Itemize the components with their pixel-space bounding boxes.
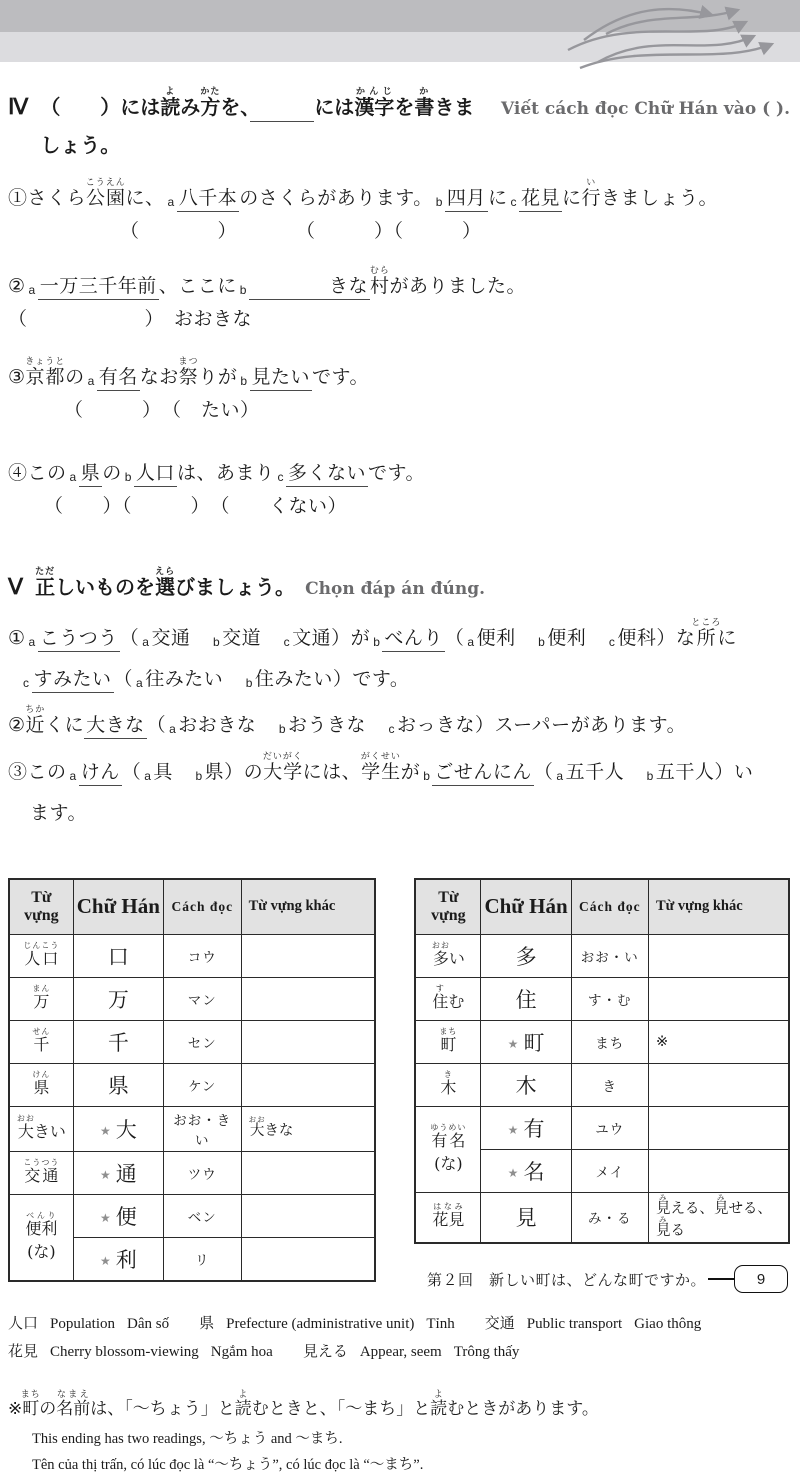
table-row	[9, 1194, 375, 1237]
underlined-blank	[250, 95, 314, 122]
reading-cell: す・む	[571, 977, 648, 1020]
underlined-blank: べんり	[382, 627, 445, 652]
other-vocab-cell	[241, 1151, 375, 1194]
other-vocab-cell	[648, 977, 789, 1020]
reading-cell: ユウ	[571, 1106, 648, 1149]
ruby-text: 花見はなみ	[432, 1202, 465, 1230]
exercise4-item2	[8, 266, 790, 332]
underlined-blank: 多くない	[286, 462, 368, 487]
ruby-text: 多おお	[431, 940, 450, 968]
exercise-sentence-continued: c すみたい （ a 往みたい b 住みたい）です。	[8, 659, 790, 700]
exercise4-item3	[8, 357, 790, 423]
glossary-term-vi: Dân số	[127, 1315, 170, 1332]
ruby-text: 千せん	[32, 1026, 51, 1054]
vocab-cell	[9, 1063, 73, 1106]
kanji-cell: 住	[481, 977, 571, 1020]
option-letter: a	[167, 195, 175, 209]
table-row	[415, 1106, 789, 1149]
option-letter: a	[136, 675, 144, 690]
underlined-blank: 一万三千年前	[38, 275, 159, 300]
ruby-text: 人口じんこう	[23, 940, 60, 968]
table-row	[415, 977, 789, 1020]
kanji-cell: 千	[73, 1020, 163, 1063]
column-header: Từ vựng	[415, 879, 481, 935]
note-japanese: ※町まちの名前なまえは、「～ちょう」と読よむときと、「～まち」と読よむときがあります。	[8, 1389, 599, 1419]
reading-cell: み・る	[571, 1192, 648, 1243]
glossary-term-jp: 人口	[8, 1313, 39, 1332]
exercise-sentence: ③京都きょうとの a 有名 なお祭まつりが b 見たい です。	[8, 357, 790, 398]
section5-numeral: Ⅴ	[8, 573, 24, 599]
ruby-text: 読よ	[234, 1389, 252, 1419]
ruby-text: 大学だいがく	[262, 752, 303, 784]
other-vocab-cell	[241, 1020, 375, 1063]
section5-subtitle-vietnamese: Chọn đáp án đúng.	[305, 578, 486, 599]
page-number-badge: 9	[734, 1265, 788, 1293]
underlined-blank: 県	[79, 462, 103, 487]
other-vocab-cell	[241, 1063, 375, 1106]
vocab-cell	[9, 1151, 73, 1194]
option-letter: b	[278, 722, 286, 737]
reading-cell: き	[571, 1063, 648, 1106]
vocab-cell	[9, 977, 73, 1020]
exercise-sentence: ③この a けん （ a 具 b 県）の大学だいがくには、学生がくせいが b ごせんにん （ a 五千人 b 五干人）い	[8, 752, 790, 793]
table-row	[9, 1106, 375, 1151]
column-header: Cách đọc	[163, 879, 241, 935]
kanji-cell: 口	[73, 934, 163, 977]
section4-heading	[8, 86, 790, 164]
ruby-text: 大おお	[248, 1115, 266, 1140]
ruby-text: 漢字かんじ	[354, 87, 395, 119]
kanji-cell: 県	[73, 1063, 163, 1106]
ruby-text: 町まち	[20, 1389, 41, 1419]
option-letter: a	[28, 634, 36, 649]
exercise5-item3	[8, 752, 790, 834]
star-icon: ★	[99, 1167, 111, 1182]
option-letter: a	[169, 722, 177, 737]
table-row	[9, 1063, 375, 1106]
vocab-cell	[9, 934, 73, 977]
ruby-text: 村むら	[369, 266, 390, 298]
reading-cell: まち	[571, 1020, 648, 1063]
vocab-table-left	[8, 878, 376, 1282]
column-header: Chữ Hán	[73, 879, 163, 935]
underlined-blank: 八千本	[177, 187, 240, 212]
exercise4-item1	[8, 178, 790, 244]
ruby-text: 所ところ	[691, 617, 722, 649]
other-vocab-cell	[648, 1149, 789, 1192]
option-letter: b	[124, 470, 132, 485]
vocab-cell	[415, 1020, 481, 1063]
glossary	[8, 1310, 790, 1366]
footer-lesson-title: 第２回 新しい町は、どんな町ですか。	[426, 1271, 706, 1289]
reading-cell: ケン	[163, 1063, 241, 1106]
reading-cell: ベン	[163, 1194, 241, 1237]
note-vietnamese: Tên của thị trấn, có lúc đọc là “～ちょう”, có lúc đọc là “～まち”.	[32, 1457, 424, 1473]
table-header-row	[9, 879, 375, 935]
ruby-text: 方かた	[200, 87, 221, 119]
ruby-text: 大おお	[16, 1113, 35, 1141]
glossary-term-jp: 見える	[302, 1341, 348, 1360]
option-letter: a	[467, 634, 475, 649]
option-letter: c	[510, 195, 517, 209]
kanji-cell: ★ 有	[481, 1106, 571, 1149]
vocab-table-right	[414, 878, 790, 1244]
column-header: Chữ Hán	[481, 879, 571, 935]
star-icon: ★	[507, 1122, 519, 1137]
kanji-cell: ★ 通	[73, 1151, 163, 1194]
exercise-sentence: ②近ちかくに 大きな （ a おおきな b おうきな c おっきな）スーパーがあります。	[8, 705, 790, 746]
glossary-term-jp: 県	[199, 1313, 215, 1332]
option-letter: b	[212, 634, 221, 649]
glossary-term-jp: 花見	[8, 1341, 39, 1360]
ruby-text: 県けん	[32, 1069, 51, 1097]
section5-heading	[8, 566, 790, 608]
option-letter: b	[423, 769, 431, 784]
underlined-blank: 人口	[134, 462, 177, 487]
other-vocab-cell	[648, 1063, 789, 1106]
table-row	[9, 934, 375, 977]
option-letter: b	[646, 769, 654, 784]
glossary-term-en: Prefecture (administrative unit)	[226, 1315, 415, 1332]
vocab-cell: 便利べんり(な)	[9, 1194, 73, 1281]
other-vocab-cell: 大おおきな	[241, 1106, 375, 1151]
table-row	[415, 934, 789, 977]
ruby-text: 便利べんり	[25, 1210, 58, 1238]
ruby-text: 見み	[713, 1192, 729, 1217]
page-footer	[427, 1265, 788, 1293]
ruby-text: 祭まつ	[178, 356, 199, 388]
ruby-text: 名前なまえ	[56, 1389, 91, 1419]
table-row	[9, 977, 375, 1020]
glossary-term-en: Cherry blossom-viewing	[50, 1343, 199, 1360]
table-row	[415, 1063, 789, 1106]
vocabulary-tables	[8, 878, 790, 1282]
section4-title: （ ）には読よみ方かたを、 には漢字かんじを書かきましょう。	[40, 87, 475, 157]
ruby-text: 学生がくせい	[360, 752, 401, 784]
reading-cell: メイ	[571, 1149, 648, 1192]
other-vocab-cell	[241, 1237, 375, 1281]
vocab-cell: 有名ゆうめい(な)	[415, 1106, 481, 1192]
table-row	[415, 1020, 789, 1063]
column-header: Từ vựng khác	[241, 879, 375, 935]
note-english: This ending has two readings, ～ちょう and ～まち.	[32, 1431, 343, 1448]
reading-cell: おお・きい	[163, 1106, 241, 1151]
ruby-text: 交通こうつう	[23, 1157, 60, 1185]
option-letter: c	[283, 634, 291, 649]
underlined-blank: 大きな	[84, 714, 147, 739]
exercise-sentence: ① a こうつう （ a 交通 b 交道 c 文通）が b べんり （ a 便利 b 便利 c 便科）な所ところに	[8, 618, 790, 659]
exercise4-item4	[8, 453, 790, 519]
ruby-text: 見み	[655, 1192, 671, 1217]
ruby-text: 読よ	[430, 1389, 448, 1419]
kanji-cell: ★ 町	[481, 1020, 571, 1063]
option-letter: b	[538, 634, 546, 649]
kanji-cell: ★ 名	[481, 1149, 571, 1192]
other-vocab-cell: ※	[648, 1020, 789, 1063]
kanji-cell: 見	[481, 1192, 571, 1243]
ruby-text: 正ただ	[35, 566, 56, 599]
option-letter: a	[69, 769, 77, 784]
option-letter: c	[23, 675, 30, 690]
glossary-term-en: Appear, seem	[359, 1343, 442, 1360]
option-letter: c	[388, 722, 396, 737]
vocab-cell: 住すむ	[415, 977, 481, 1020]
underlined-blank: 花見	[519, 187, 562, 212]
ruby-text: 書か	[414, 87, 435, 119]
kanji-cell: 万	[73, 977, 163, 1020]
glossary-term-vi: Trông thấy	[453, 1343, 520, 1360]
reading-cell: ツウ	[163, 1151, 241, 1194]
vocab-cell: 多おおい	[415, 934, 481, 977]
reading-cell: マン	[163, 977, 241, 1020]
star-icon: ★	[99, 1123, 111, 1138]
ruby-text: 木き	[440, 1069, 457, 1097]
page-top-banner	[0, 0, 800, 62]
reading-cell: リ	[163, 1237, 241, 1281]
ruby-text: 公園こうえん	[85, 178, 126, 209]
option-letter: a	[556, 769, 564, 784]
vocab-cell	[415, 1063, 481, 1106]
reading-cell: おお・い	[571, 934, 648, 977]
exercise5-item2	[8, 705, 790, 746]
kanji-cell: ★ 大	[73, 1106, 163, 1151]
table-header-row	[415, 879, 789, 935]
section4-numeral: Ⅳ	[8, 94, 29, 119]
glossary-term-vi: Giao thông	[634, 1315, 702, 1332]
kanji-cell: ★ 利	[73, 1237, 163, 1281]
ruby-text: 有名ゆうめい	[430, 1122, 467, 1150]
vocab-cell: 大おおきい	[9, 1106, 73, 1151]
option-letter: c	[608, 634, 616, 649]
ruby-text: 読よ	[160, 87, 181, 119]
star-icon: ★	[507, 1165, 519, 1180]
column-header: Từ vựng	[9, 879, 73, 935]
reading-cell: コウ	[163, 934, 241, 977]
vocab-cell	[9, 1020, 73, 1063]
option-letter: a	[69, 470, 77, 485]
vocab-cell	[415, 1192, 481, 1243]
option-letter: b	[435, 195, 443, 209]
underlined-blank: こうつう	[38, 627, 120, 652]
column-header: Từ vựng khác	[648, 879, 789, 935]
kanji-cell: 木	[481, 1063, 571, 1106]
exercise-sentence: ①さくら公園こうえんに、 a 八千本 のさくらがあります。 b 四月 に c 花見 に行いきましょう。	[8, 178, 790, 219]
table-row	[415, 1192, 789, 1243]
ruby-text: 住す	[432, 983, 449, 1011]
kanji-cell: ★ 便	[73, 1194, 163, 1237]
exercise5-item1	[8, 618, 790, 700]
star-icon: ★	[507, 1036, 519, 1051]
reading-cell: セン	[163, 1020, 241, 1063]
answer-parentheses-line: （ ）（ ） （ くない）	[44, 495, 348, 518]
column-header: Cách đọc	[571, 879, 648, 935]
other-vocab-cell	[241, 977, 375, 1020]
underlined-blank: 見たい	[250, 366, 313, 391]
glossary-term-vi: Ngắm hoa	[210, 1343, 273, 1360]
exercise-sentence: ④この a 県 の b 人口 は、あまり c 多くない です。	[8, 453, 790, 494]
answer-parentheses-line: （ ） （ ）（ ）	[120, 219, 482, 242]
kanji-cell: 多	[481, 934, 571, 977]
section4-subtitle-vietnamese: Viết cách đọc Chữ Hán vào ( ).	[500, 99, 790, 119]
option-letter: b	[245, 675, 253, 690]
glossary-term-en: Population	[50, 1315, 116, 1332]
option-letter: a	[87, 373, 95, 388]
other-vocab-cell	[648, 1106, 789, 1149]
underlined-blank: すみたい	[32, 668, 114, 693]
option-letter: c	[277, 470, 284, 485]
ruby-text: 京都きょうと	[25, 356, 66, 388]
option-letter: b	[239, 283, 247, 298]
flying-arrows-icon	[542, 0, 792, 72]
other-vocab-cell	[241, 1194, 375, 1237]
ruby-text: 行い	[581, 178, 601, 209]
ruby-text: 町まち	[439, 1026, 458, 1054]
other-vocab-cell	[241, 934, 375, 977]
underlined-blank: きな	[249, 275, 370, 300]
underlined-blank: ごせんにん	[432, 761, 534, 786]
option-letter: a	[28, 283, 36, 298]
underlined-blank: 四月	[445, 187, 488, 212]
footer-connector-line	[708, 1278, 734, 1280]
ruby-text: 近ちか	[25, 705, 46, 737]
exercise-sentence-continued: ます。	[30, 802, 87, 825]
ruby-text: 万まん	[32, 983, 51, 1011]
glossary-term-vi: Tỉnh	[426, 1315, 455, 1332]
other-vocab-cell: 見みえる、見みせる、見みる	[648, 1192, 789, 1243]
glossary-line2	[8, 1338, 790, 1366]
option-letter: b	[195, 769, 203, 784]
option-letter: b	[373, 634, 381, 649]
table-row	[9, 1151, 375, 1194]
ruby-text: 見み	[655, 1214, 671, 1239]
answer-parentheses-line: （ ） おおきな	[8, 308, 253, 331]
glossary-term-jp: 交通	[484, 1313, 515, 1332]
table-row	[9, 1020, 375, 1063]
option-letter: b	[240, 373, 248, 388]
other-vocab-cell	[648, 934, 789, 977]
exercise-sentence: ② a 一万三千年前 、ここに b きな村むらがありました。	[8, 266, 790, 307]
underlined-blank: けん	[79, 761, 122, 786]
ruby-text: 選えら	[155, 566, 176, 599]
answer-parentheses-line: （ ） （ たい）	[64, 398, 260, 421]
section5-title: 正ただしいものを選えらびましょう。	[35, 566, 296, 599]
reading-note	[8, 1390, 790, 1477]
underlined-blank: 有名	[97, 366, 140, 391]
star-icon: ★	[99, 1210, 111, 1225]
glossary-term-en: Public transport	[526, 1315, 623, 1332]
glossary-line1	[8, 1310, 790, 1338]
star-icon: ★	[99, 1253, 111, 1268]
option-letter: a	[142, 634, 150, 649]
option-letter: a	[144, 769, 152, 784]
